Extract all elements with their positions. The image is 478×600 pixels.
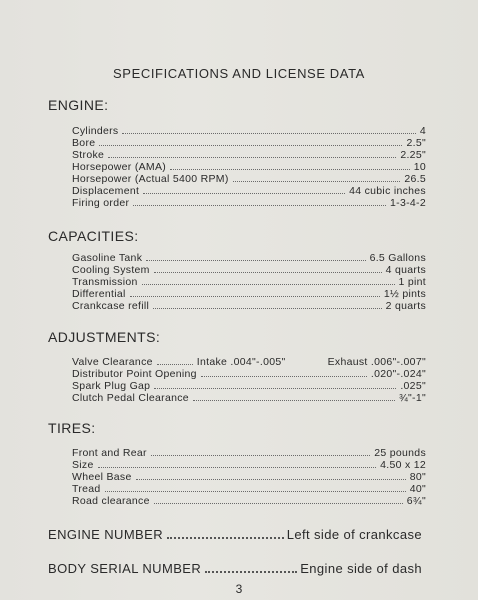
dot-leader <box>146 260 365 261</box>
exhaust-value: Exhaust .006"-.007" <box>327 356 426 368</box>
adjustments-heading: ADJUSTMENTS: <box>48 329 161 345</box>
dot-leader <box>99 145 402 146</box>
intake-value: Intake .004"-.005" <box>196 356 286 368</box>
spec-label: Size <box>72 459 94 471</box>
dot-leader <box>154 388 396 389</box>
spec-row <box>72 368 426 380</box>
spec-label: Distributor Point Opening <box>72 368 197 380</box>
spec-row <box>72 125 426 137</box>
dot-leader <box>167 537 284 539</box>
spec-row <box>72 197 426 209</box>
spec-row <box>72 495 426 507</box>
spec-row <box>72 252 426 264</box>
dot-leader <box>143 193 345 194</box>
spec-row <box>72 392 426 404</box>
spec-label: Spark Plug Gap <box>72 380 151 392</box>
spec-row <box>72 380 426 392</box>
spec-value: 1 pint <box>398 276 426 288</box>
spec-label: Valve Clearance <box>72 356 153 368</box>
engine-number-value: Left side of crankcase <box>286 527 422 542</box>
dot-leader <box>201 376 367 377</box>
dot-leader <box>151 455 370 456</box>
dot-leader <box>142 284 395 285</box>
valve-clearance-row <box>72 356 426 368</box>
spec-label: Front and Rear <box>72 447 147 459</box>
spec-value: 1-3-4-2 <box>390 197 426 209</box>
engine-heading: ENGINE: <box>48 97 109 113</box>
spec-row <box>72 173 426 185</box>
spec-row <box>72 447 426 459</box>
spec-value: 25 pounds <box>374 447 426 459</box>
spec-label: Crankcase refill <box>72 300 150 312</box>
dot-leader <box>193 400 395 401</box>
dot-leader <box>170 169 410 170</box>
spec-row <box>72 276 426 288</box>
dot-leader <box>130 296 380 297</box>
spec-value: 2.5" <box>406 137 426 149</box>
spec-label: Differential <box>72 288 126 300</box>
spec-row <box>72 149 426 161</box>
dot-leader <box>105 491 406 492</box>
spec-value: 26.5 <box>404 173 426 185</box>
engine-number-label: ENGINE NUMBER <box>48 527 163 542</box>
spec-label: Cylinders <box>72 125 119 137</box>
spec-label: Gasoline Tank <box>72 252 143 264</box>
tires-heading: TIRES: <box>48 420 96 436</box>
spec-value: .025" <box>400 380 426 392</box>
capacities-heading: CAPACITIES: <box>48 228 139 244</box>
spec-row <box>72 300 426 312</box>
dot-leader <box>136 479 406 480</box>
spec-value: 1½ pints <box>383 288 426 300</box>
spec-label: Wheel Base <box>72 471 132 483</box>
dot-leader <box>205 571 297 573</box>
spec-label: Bore <box>72 137 96 149</box>
spec-label: Firing order <box>72 197 130 209</box>
spec-value: 4.50 x 12 <box>380 459 426 471</box>
spec-value: 40" <box>409 483 426 495</box>
dot-leader <box>154 503 403 504</box>
body-serial-row <box>48 561 422 577</box>
spec-label: Tread <box>72 483 101 495</box>
spec-label: Road clearance <box>72 495 150 507</box>
spec-value: 6.5 Gallons <box>369 252 426 264</box>
dot-leader <box>122 133 415 134</box>
spec-row <box>72 483 426 495</box>
spec-value: .020"-.024" <box>370 368 426 380</box>
spec-label: Horsepower (AMA) <box>72 161 167 173</box>
spec-label: Displacement <box>72 185 140 197</box>
dot-leader <box>157 364 193 365</box>
spec-value: 44 cubic inches <box>349 185 426 197</box>
spec-value: 2.25" <box>400 149 426 161</box>
spec-row <box>72 185 426 197</box>
spec-value: 2 quarts <box>385 300 426 312</box>
body-serial-value: Engine side of dash <box>300 561 422 576</box>
spec-row <box>72 137 426 149</box>
dot-leader <box>133 205 386 206</box>
engine-number-row <box>48 527 422 543</box>
spec-label: Cooling System <box>72 264 150 276</box>
spec-row <box>72 288 426 300</box>
spec-row <box>72 161 426 173</box>
spec-row <box>72 264 426 276</box>
spec-value: 80" <box>409 471 426 483</box>
spec-label: Horsepower (Actual 5400 RPM) <box>72 173 229 185</box>
dot-leader <box>233 181 401 182</box>
spec-value: 4 quarts <box>385 264 426 276</box>
body-serial-label: BODY SERIAL NUMBER <box>48 561 202 576</box>
spec-row <box>72 471 426 483</box>
dot-leader <box>98 467 376 468</box>
spec-label: Clutch Pedal Clearance <box>72 392 189 404</box>
spec-value: 4 <box>419 125 426 137</box>
spec-label: Transmission <box>72 276 138 288</box>
spec-label: Stroke <box>72 149 105 161</box>
page-number: 3 <box>235 582 243 596</box>
dot-leader <box>153 308 381 309</box>
spec-value: ¾"-1" <box>398 392 426 404</box>
dot-leader <box>108 157 396 158</box>
page-title: SPECIFICATIONS AND LICENSE DATA <box>113 66 365 81</box>
spec-row <box>72 459 426 471</box>
spec-value: 6¾" <box>406 495 426 507</box>
spec-value: 10 <box>413 161 426 173</box>
dot-leader <box>154 272 382 273</box>
